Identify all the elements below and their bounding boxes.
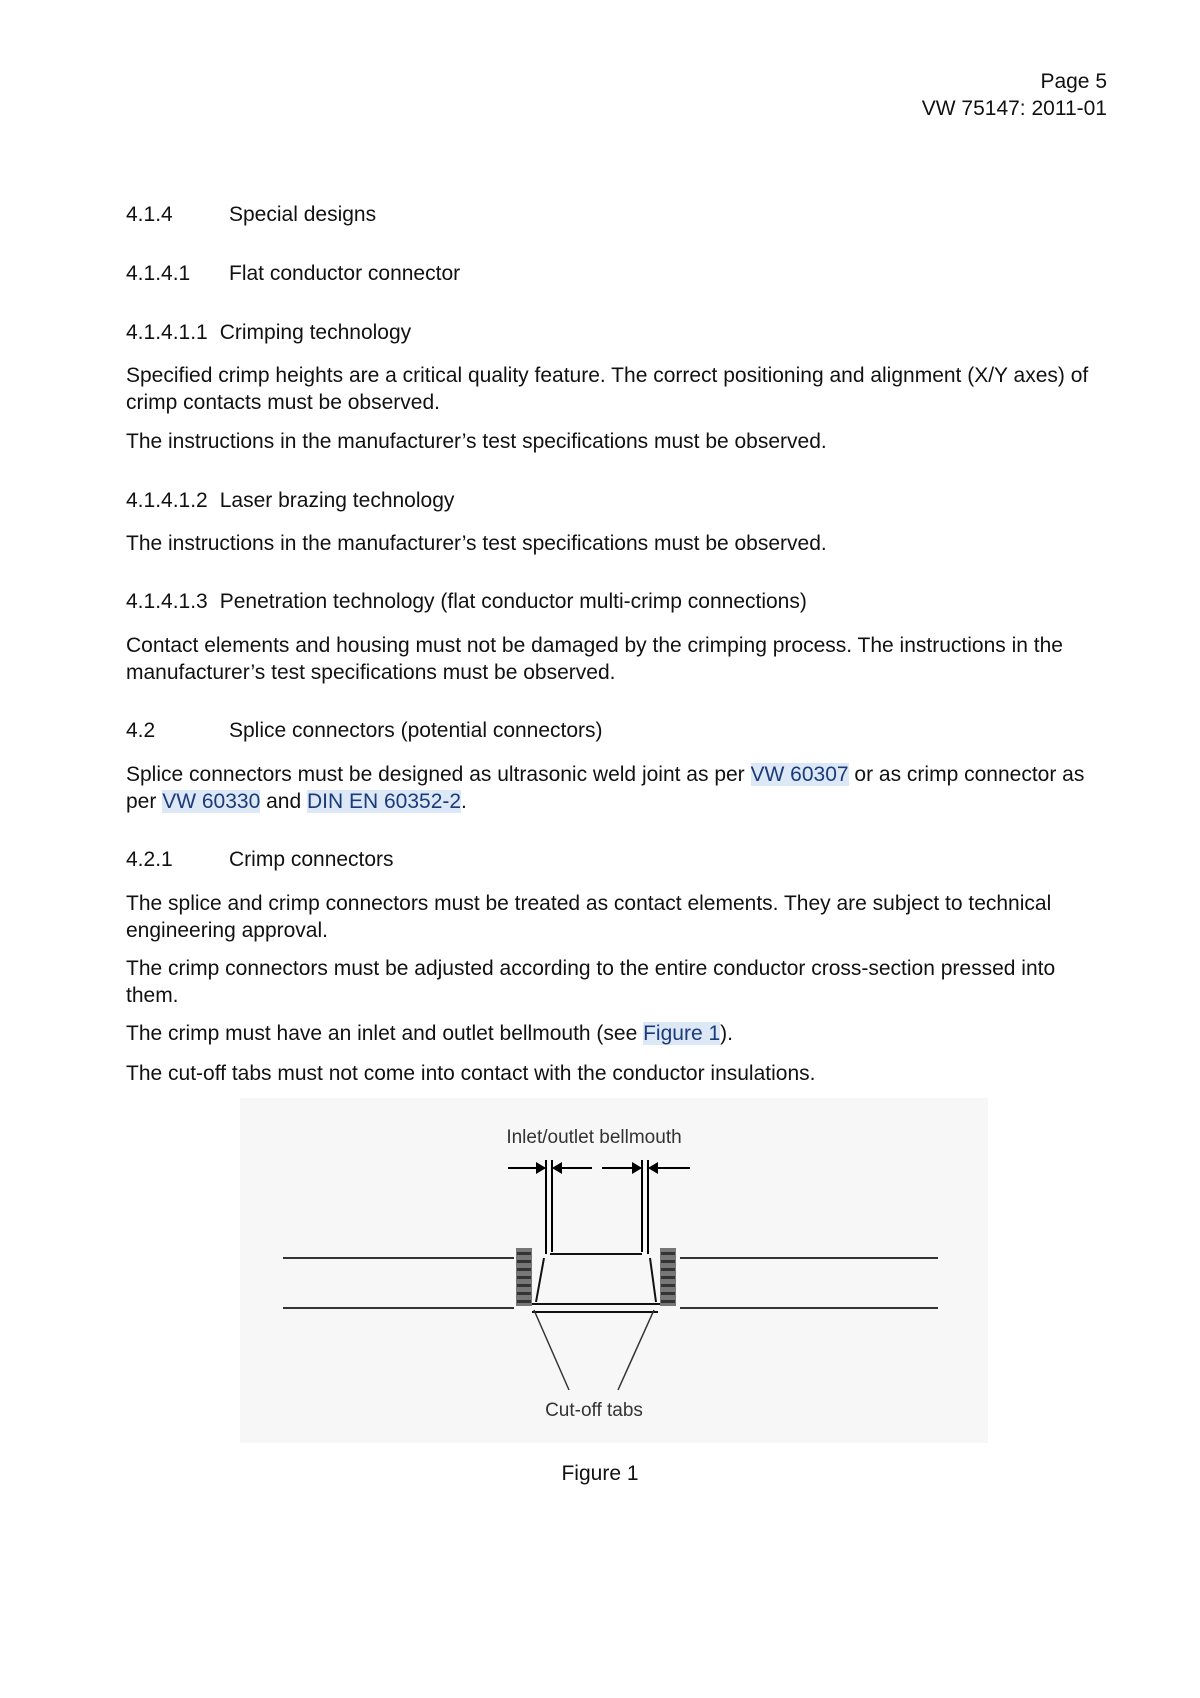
outlet-wire-bundle xyxy=(660,1248,676,1306)
paragraph-splice-contact-elements: The splice and crimp connectors must be treated as contact elements. They are subject to technical engineering approval. xyxy=(126,892,1052,942)
text-run: ). xyxy=(720,1022,733,1045)
page-header xyxy=(922,68,1107,122)
heading-4-1-4-1 xyxy=(126,261,460,287)
section-title: Laser brazing technology xyxy=(219,489,455,512)
heading-4-1-4-1-2 xyxy=(126,488,454,514)
paragraph-bellmouth xyxy=(126,1020,1104,1047)
text-run: Splice connectors must be designed as ultrasonic weld joint as per xyxy=(126,763,751,786)
link-din-en-60352-2[interactable]: DIN EN 60352-2 xyxy=(306,790,462,813)
heading-4-1-4-1-1 xyxy=(126,320,411,346)
link-figure-1[interactable]: Figure 1 xyxy=(643,1022,721,1045)
section-number: 4.1.4.1 xyxy=(126,262,191,285)
paragraph-contact-elements: Contact elements and housing must not be damaged by the crimping process. The instructions in the manufacturer’s test specifications must be observed. xyxy=(126,634,1063,684)
paragraph-laser-test-specs: The instructions in the manufacturer’s test specifications must be observed. xyxy=(126,532,827,555)
document-id: VW 75147: 2011-01 xyxy=(921,97,1107,120)
page-number: Page 5 xyxy=(1040,70,1107,93)
section-number: 4.1.4.1.2 xyxy=(126,489,208,512)
figure-caption: Figure 1 xyxy=(561,1462,639,1485)
section-title: Flat conductor connector xyxy=(229,262,461,285)
text-run: or as crimp connector as per xyxy=(126,763,1085,813)
heading-4-2-1 xyxy=(126,847,394,873)
crimp-connector-figure xyxy=(240,1098,988,1443)
section-title: Crimp connectors xyxy=(229,848,394,871)
text-run: and xyxy=(260,790,307,813)
heading-4-2 xyxy=(126,718,603,744)
heading-4-1-4-1-3 xyxy=(126,589,807,615)
paragraph-cross-section: The crimp connectors must be adjusted according to the entire conductor cross-section pressed into them. xyxy=(126,957,1056,1007)
paragraph-cut-off-tabs: The cut-off tabs must not come into contact with the conductor insulations. xyxy=(126,1062,816,1085)
label-inlet-outlet-bellmouth: Inlet/outlet bellmouth xyxy=(506,1127,682,1148)
section-number: 4.1.4 xyxy=(126,203,173,226)
text-run: . xyxy=(461,790,467,813)
section-title: Crimping technology xyxy=(219,321,412,344)
paragraph-crimp-heights: Specified crimp heights are a critical quality feature. The correct positioning and alignment (X/Y axes) of crimp contacts must be observed. xyxy=(126,364,1089,414)
paragraph-test-specs: The instructions in the manufacturer’s test specifications must be observed. xyxy=(126,430,827,453)
link-vw-60307[interactable]: VW 60307 xyxy=(750,763,849,786)
heading-4-1-4 xyxy=(126,202,376,228)
inlet-wire-bundle xyxy=(516,1248,532,1306)
section-title: Special designs xyxy=(229,203,377,226)
section-number: 4.1.4.1.3 xyxy=(126,590,208,613)
link-vw-60330[interactable]: VW 60330 xyxy=(162,790,261,813)
text-run: The crimp must have an inlet and outlet bellmouth (see xyxy=(126,1022,644,1045)
section-title: Splice connectors (potential connectors) xyxy=(229,719,603,742)
figure-background xyxy=(240,1098,988,1443)
label-cut-off-tabs: Cut-off tabs xyxy=(545,1400,643,1421)
section-title: Penetration technology (flat conductor multi-crimp connections) xyxy=(219,590,807,613)
section-number: 4.2 xyxy=(126,719,156,742)
section-number: 4.2.1 xyxy=(126,848,173,871)
section-number: 4.1.4.1.1 xyxy=(126,321,208,344)
paragraph-splice-connectors xyxy=(126,761,1104,815)
